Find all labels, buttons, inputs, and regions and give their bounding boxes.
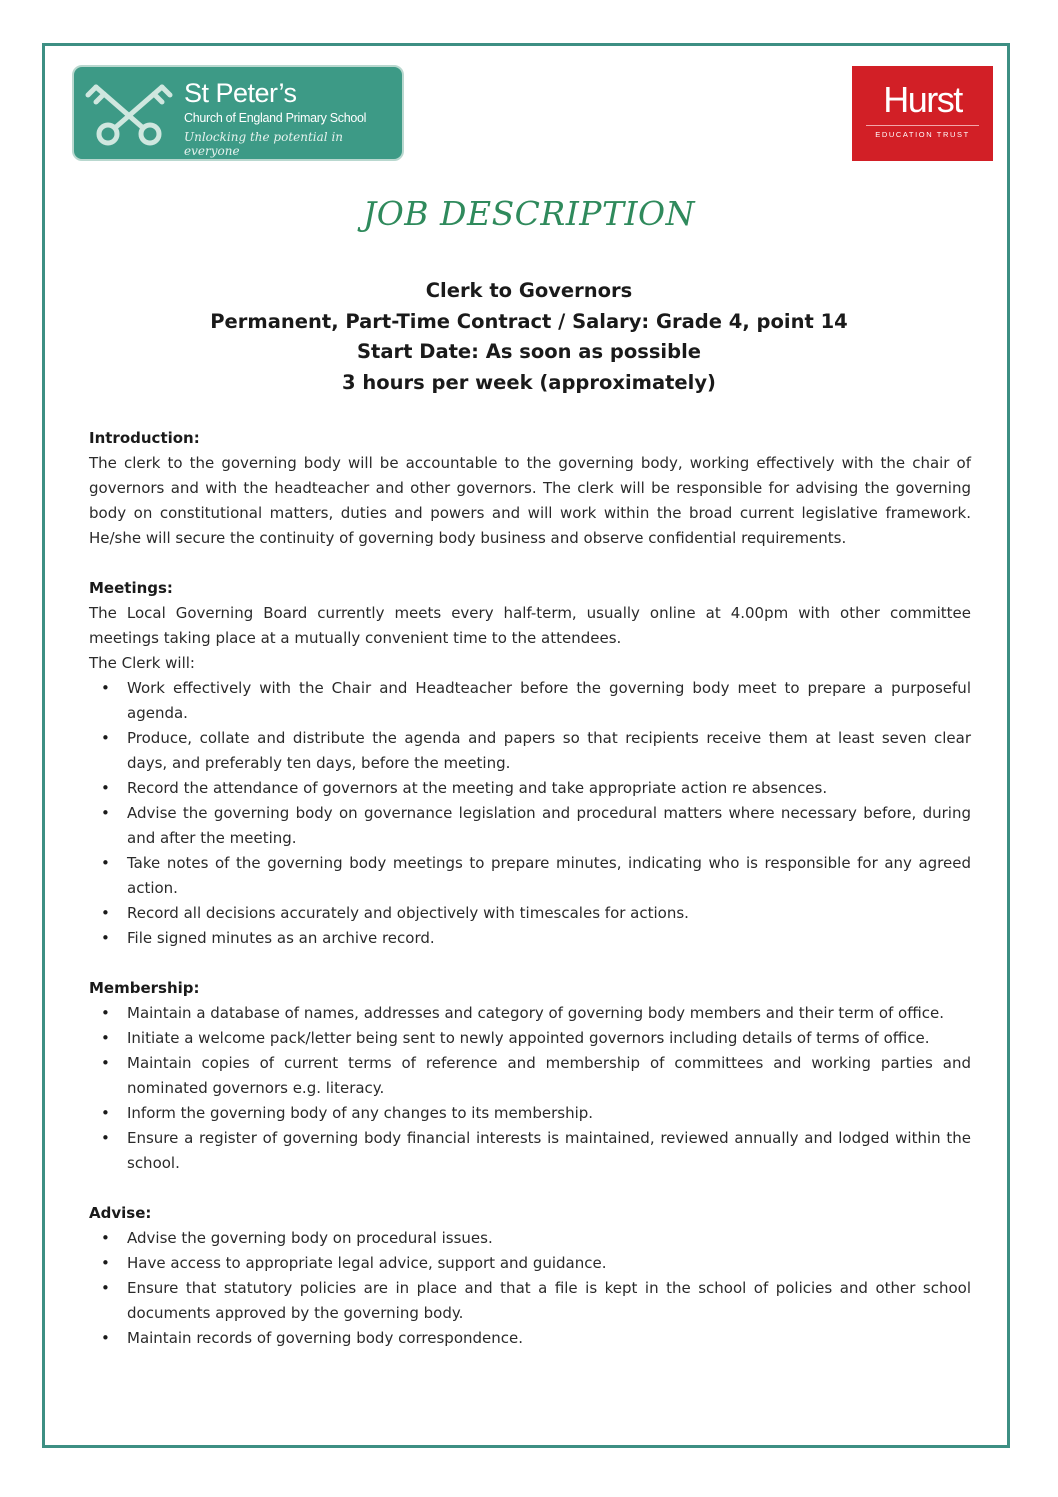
hours-line: 3 hours per week (approximately) [342, 370, 716, 394]
section-title-membership: Membership: [89, 979, 200, 997]
contract-line: Permanent, Part-Time Contract / Salary: Grade 4, point 14 [210, 309, 848, 333]
membership-list [89, 1001, 971, 1176]
list-item: • Inform the governing body of any changes to its membership. [89, 1101, 971, 1126]
list-item: • Maintain a database of names, addresses and category of governing body members and their term of office. [89, 1001, 971, 1026]
section-title-advise: Advise: [89, 1204, 152, 1222]
list-item: • Ensure a register of governing body financial interests is maintained, reviewed annually and lodged within the school. [89, 1126, 971, 1176]
section-spacer [89, 1176, 971, 1201]
section-spacer [89, 551, 971, 576]
list-item: • Produce, collate and distribute the agenda and papers so that recipients receive them at least seven clear days, and preferably ten days, before the meeting. [89, 726, 971, 776]
trust-subtitle: EDUCATION TRUST [875, 130, 970, 139]
list-item: • Take notes of the governing body meetings to prepare minutes, indicating who is responsible for any agreed action. [89, 851, 971, 901]
list-item: • Initiate a welcome pack/letter being sent to newly appointed governors including details of terms of office. [89, 1026, 971, 1051]
list-item: • Maintain copies of current terms of reference and membership of committees and working parties and nominated governors e.g. literacy. [89, 1051, 971, 1101]
school-subtitle: Church of England Primary School [184, 111, 367, 125]
list-item: • Advise the governing body on governance legislation and procedural matters where necessary before, during and after the meeting. [89, 801, 971, 851]
list-item: • Ensure that statutory policies are in place and that a file is kept in the school of policies and other school documents approved by the governing body. [89, 1276, 971, 1326]
introduction-text: The clerk to the governing body will be accountable to the governing body, working effectively with the chair of governors and with the headteacher and other governors. The clerk will be responsible for advising the governing body on constitutional matters, duties and powers and will work within the broad current legislative framework. He/she will secure the continuity of governing body business and observe confidential requirements. [89, 454, 971, 547]
document-body [89, 426, 971, 1351]
section-title-meetings: Meetings: [89, 579, 173, 597]
school-name: St Peter’s [184, 78, 297, 108]
trust-logo [852, 66, 993, 161]
trust-logo-divider [866, 125, 979, 126]
trust-name: Hurst [883, 79, 962, 120]
crossed-keys-icon [84, 77, 174, 149]
list-item: • Work effectively with the Chair and Headteacher before the governing body meet to prepare a purposeful agenda. [89, 676, 971, 726]
section-title-introduction: Introduction: [89, 429, 200, 447]
list-item: • File signed minutes as an archive record. [89, 926, 971, 951]
job-heading [60, 276, 998, 398]
list-item: • Record all decisions accurately and objectively with timescales for actions. [89, 901, 971, 926]
list-item: • Have access to appropriate legal advice, support and guidance. [89, 1251, 971, 1276]
school-tagline: Unlocking the potential in everyone [184, 130, 344, 158]
school-logo [72, 65, 404, 161]
meetings-list [89, 676, 971, 951]
advise-list [89, 1226, 971, 1351]
meetings-text: The Local Governing Board currently meets every half-term, usually online at 4.00pm with other committee meetings taking place at a mutually convenient time to the attendees. [89, 604, 971, 647]
document-title: JOB DESCRIPTION [363, 194, 695, 233]
start-date-line: Start Date: As soon as possible [357, 340, 701, 363]
section-spacer [89, 951, 971, 976]
list-item: • Maintain records of governing body correspondence. [89, 1326, 971, 1351]
list-item: • Advise the governing body on procedural issues. [89, 1226, 971, 1251]
meetings-lead: The Clerk will: [89, 654, 195, 672]
job-title: Clerk to Governors [425, 279, 633, 302]
list-item: • Record the attendance of governors at the meeting and take appropriate action re absences. [89, 776, 971, 801]
